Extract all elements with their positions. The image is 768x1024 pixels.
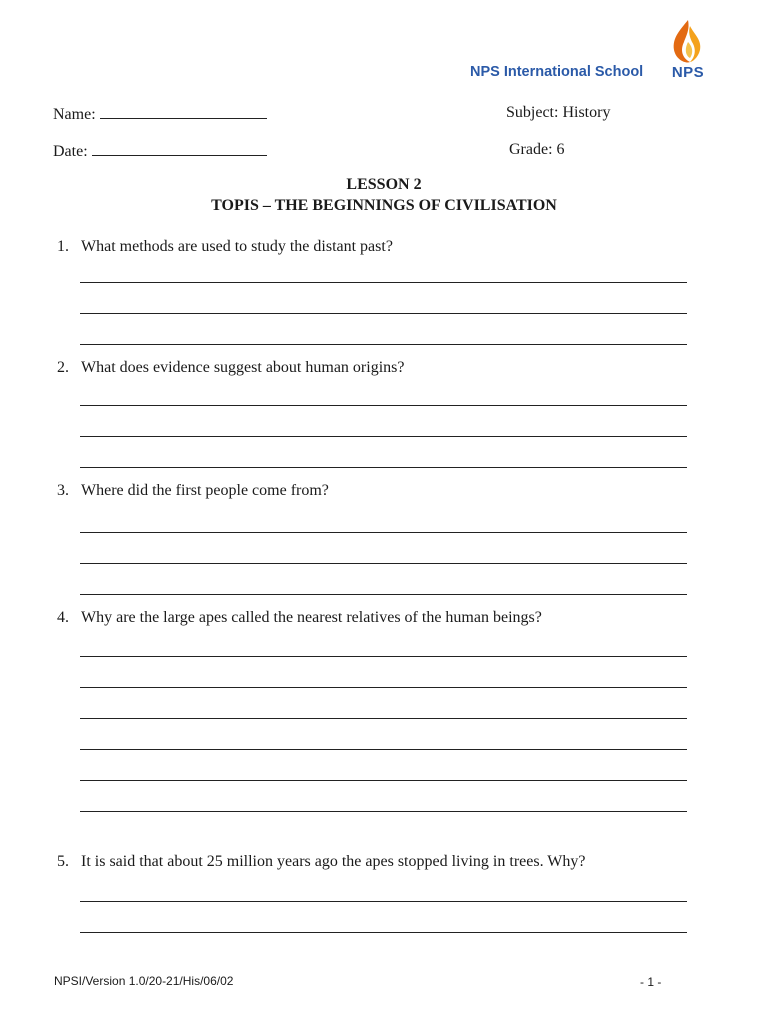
answer-line[interactable] — [80, 811, 687, 812]
answer-line[interactable] — [80, 313, 687, 314]
answer-line[interactable] — [80, 901, 687, 902]
question-number: 2. — [57, 359, 69, 376]
question-5 — [57, 853, 586, 871]
answer-line[interactable] — [80, 718, 687, 719]
answer-line[interactable] — [80, 282, 687, 283]
question-number: 5. — [57, 853, 69, 870]
answer-line[interactable] — [80, 780, 687, 781]
question-2 — [57, 359, 404, 377]
answer-line[interactable] — [80, 687, 687, 688]
school-name: NPS International School — [470, 64, 644, 80]
answer-line[interactable] — [80, 405, 687, 406]
name-field — [53, 104, 267, 124]
question-text: What methods are used to study the distant past? — [81, 238, 393, 255]
logo-text: NPS — [671, 64, 705, 81]
answer-line[interactable] — [80, 563, 687, 564]
answer-line[interactable] — [80, 594, 687, 595]
question-number: 3. — [57, 482, 69, 499]
subject-field: Subject: History — [506, 104, 611, 121]
grade-field: Grade: 6 — [509, 141, 565, 158]
question-4 — [57, 609, 542, 627]
question-text: Where did the first people come from? — [81, 482, 329, 499]
answer-line[interactable] — [80, 932, 687, 933]
page-number: - 1 - — [640, 975, 662, 989]
flame-logo-icon — [660, 18, 716, 64]
answer-line[interactable] — [80, 749, 687, 750]
name-blank — [100, 104, 267, 119]
date-label: Date: — [53, 143, 88, 160]
answer-line[interactable] — [80, 656, 687, 657]
school-logo — [660, 18, 716, 84]
question-number: 4. — [57, 609, 69, 626]
date-field — [53, 141, 267, 161]
date-blank — [92, 141, 267, 156]
answer-line[interactable] — [80, 532, 687, 533]
name-label: Name: — [53, 106, 96, 123]
question-number: 1. — [57, 238, 69, 255]
lesson-title: LESSON 2 — [346, 176, 422, 193]
question-text: Why are the large apes called the nearest relatives of the human beings? — [81, 609, 542, 626]
answer-line[interactable] — [80, 467, 687, 468]
question-1 — [57, 238, 393, 256]
question-3 — [57, 482, 329, 500]
answer-line[interactable] — [80, 436, 687, 437]
question-text: What does evidence suggest about human origins? — [81, 359, 405, 376]
lesson-topic: TOPIS – THE BEGINNINGS OF CIVILISATION — [211, 197, 557, 214]
question-text: It is said that about 25 million years ago the apes stopped living in trees. Why? — [81, 853, 586, 870]
footer-version: NPSI/Version 1.0/20-21/His/06/02 — [54, 974, 234, 988]
answer-line[interactable] — [80, 344, 687, 345]
